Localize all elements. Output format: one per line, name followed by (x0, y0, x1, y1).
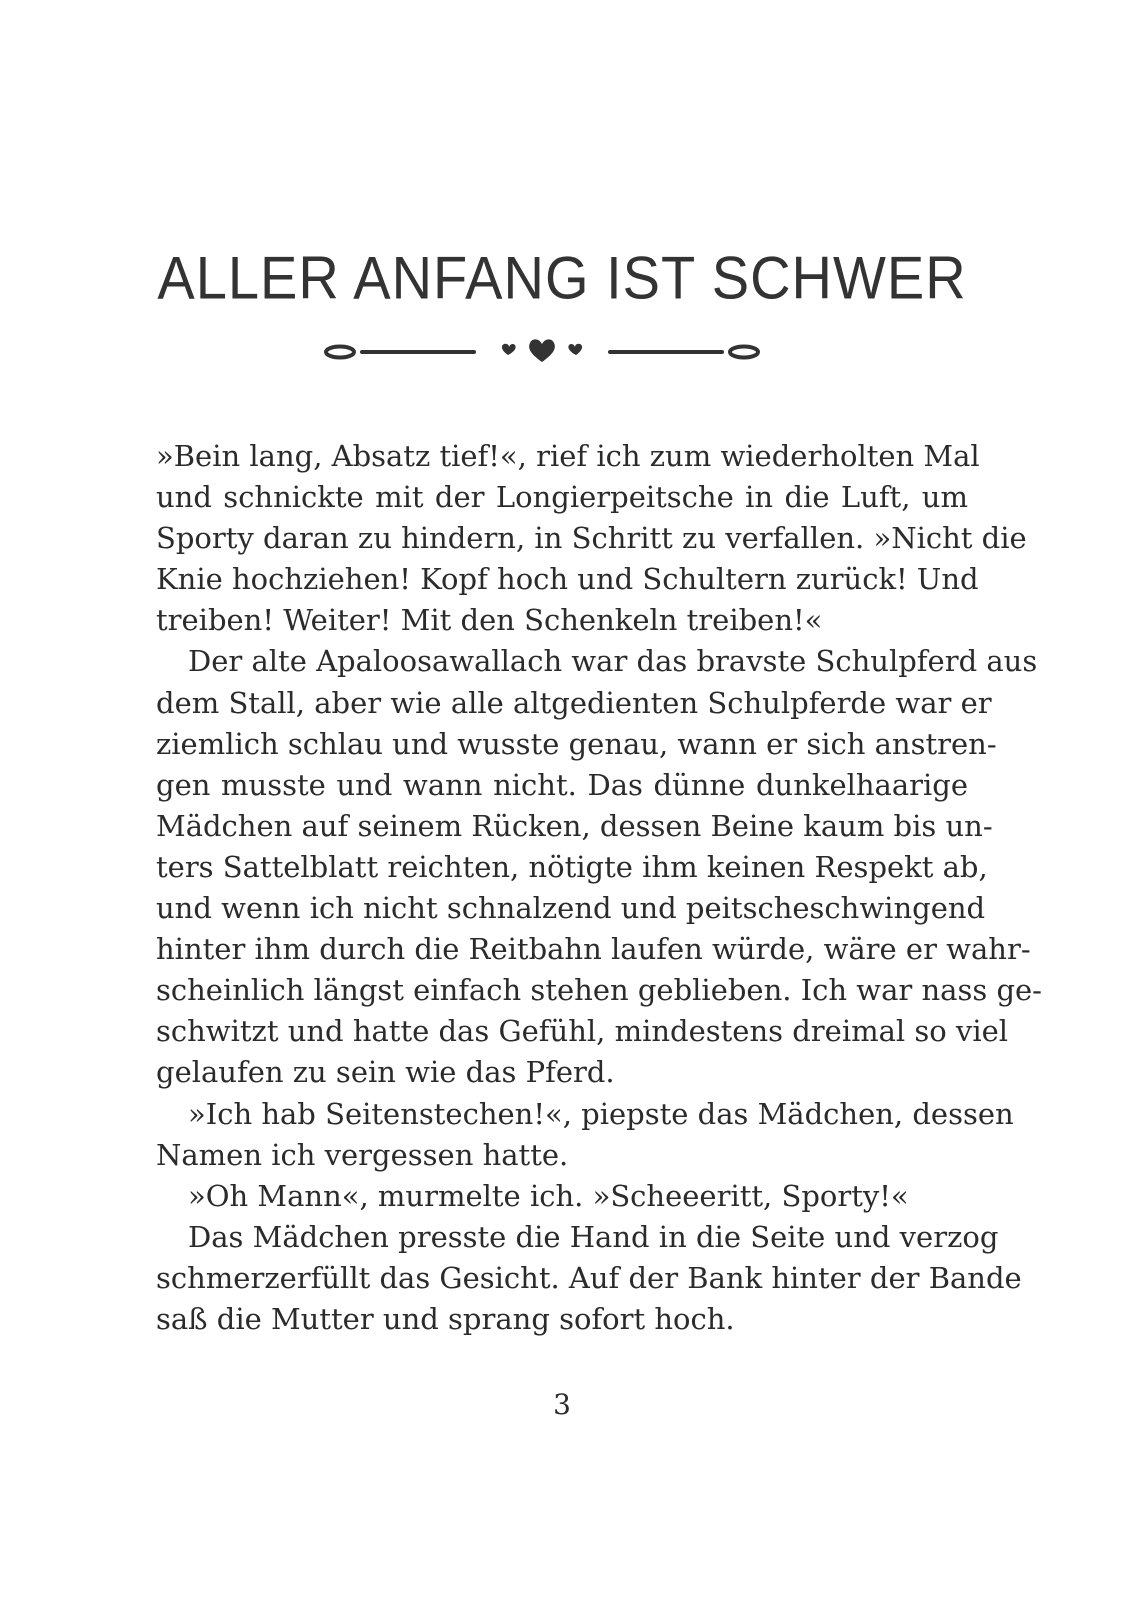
chapter-title: ALLER ANFANG IST SCHWER (157, 243, 967, 312)
text-line: ziemlich schlau und wusste genau, wann er sich anstren- (156, 726, 997, 761)
text-line: Der alte Apaloosawallach war das bravste Schulpferd aus (188, 644, 1038, 679)
text-line: dem Stall, aber wie alle altgedienten Schulpferde war er (156, 685, 992, 720)
text-line: saß die Mutter und sprang sofort hoch. (156, 1301, 735, 1336)
text-line: gen musste und wann nicht. Das dünne dunkelhaarige (156, 767, 968, 802)
text-line: und schnickte mit der Longierpeitsche in die Luft, um (156, 480, 968, 515)
paragraph (156, 641, 1042, 1093)
paragraph (156, 1176, 968, 1217)
body-text (156, 436, 1042, 1340)
text-line: Mädchen auf seinem Rücken, dessen Beine kaum bis un- (156, 808, 993, 843)
paragraph (156, 436, 1027, 641)
paragraph (156, 1217, 1022, 1340)
text-line: Knie hochziehen! Kopf hoch und Schultern zurück! Und (156, 562, 979, 597)
hearts-divider-icon (322, 330, 762, 370)
text-line: schmerzerfüllt das Gesicht. Auf der Bank hinter der Bande (156, 1260, 1022, 1295)
text-line: »Oh Mann«, murmelte ich. »Scheeeritt, Sporty!« (188, 1178, 909, 1213)
text-line: ters Sattelblatt reichten, nötigte ihm keinen Respekt ab, (156, 849, 988, 884)
text-line: Namen ich vergessen hatte. (156, 1137, 569, 1172)
text-line: »Ich hab Seitenstechen!«, piepste das Mädchen, dessen (188, 1096, 1014, 1131)
page-number: 3 (553, 1388, 571, 1421)
text-line: schwitzt und hatte das Gefühl, mindestens dreimal so viel (156, 1014, 1009, 1049)
text-line: hinter ihm durch die Reitbahn laufen würde, wäre er wahr- (156, 932, 1031, 967)
text-line: Das Mädchen presste die Hand in die Seite und verzog (188, 1219, 999, 1254)
text-line: gelaufen zu sein wie das Pferd. (156, 1055, 615, 1090)
text-line: »Bein lang, Absatz tief!«, rief ich zum wiederholten Mal (156, 439, 980, 473)
text-line: scheinlich längst einfach stehen geblieben. Ich war nass ge- (156, 973, 1042, 1008)
text-line: und wenn ich nicht schnalzend und peitscheschwingend (156, 891, 986, 926)
text-line: Sporty daran zu hindern, in Schritt zu verfallen. »Nicht die (156, 521, 1027, 556)
text-line: treiben! Weiter! Mit den Schenkeln treiben!« (156, 603, 823, 638)
paragraph (156, 1094, 1014, 1176)
